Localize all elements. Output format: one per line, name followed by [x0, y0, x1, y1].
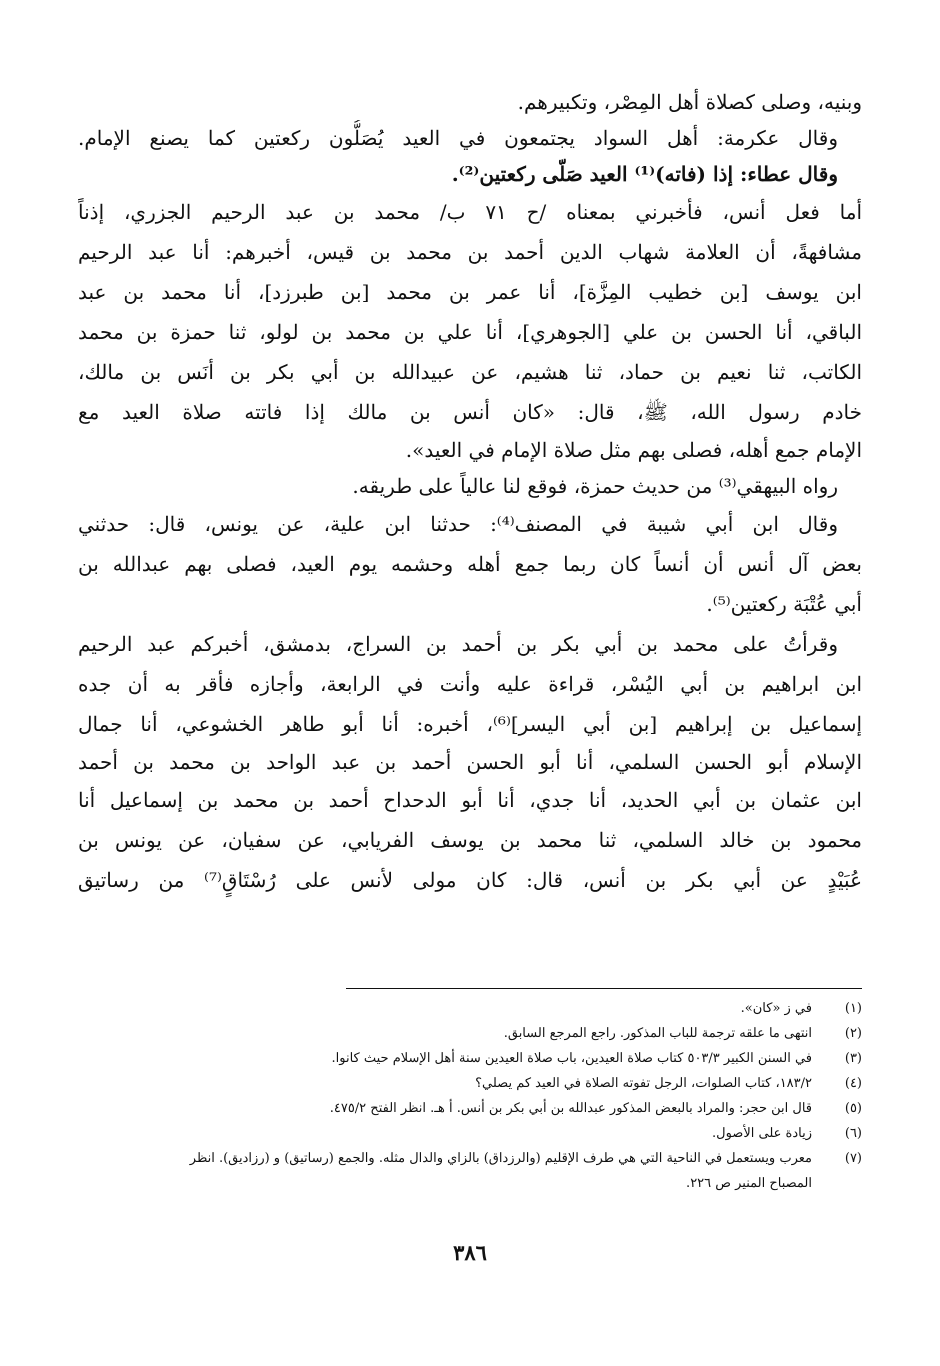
- text-line: ابن ابراهيم بن أبي اليُسْر، قراءة عليه وأنت في الرابعة، وأجازه فأقر به أن جده: [78, 672, 862, 696]
- text-line: الكاتب، ثنا نعيم بن حماد، ثنا هشيم، عن عبيدالله بن أبي بكر بن أنَس بن مالك،: [78, 360, 862, 384]
- text-line: الباقي، أنا الحسن بن علي [الجوهري]، أنا علي بن محمد بن لولو، ثنا حمزة بن محمد: [78, 320, 862, 344]
- footnote-number: (٤): [844, 1076, 862, 1091]
- text-line: وبنيه، وصلى كصلاة أهل المِصْر، وتكبيرهم.: [517, 90, 862, 114]
- text-line: أما فعل أنس، فأخبرني بمعناه /ح ٧١ ب/ محمد بن عبد الرحيم الجزري، إذناً: [78, 200, 862, 224]
- footnote: [150, 1021, 862, 1046]
- text-line: خادم رسول الله، ﷺ، قال: «كان أنس بن مالك إذا فاتته صلاة العيد مع: [78, 400, 862, 424]
- text-line: رواه البيهقي⁽³⁾ من حديث حمزة، فوقع لنا عالياً على طريقه.: [352, 474, 838, 498]
- text-line: ابن عثمان بن أبي الحديد، أنا جدي، أنا أبو الدحداح أحمد بن محمد بن إسماعيل أنا: [78, 788, 862, 812]
- footnote-number: (٦): [844, 1126, 862, 1141]
- text-line: إسماعيل بن إبراهيم [بن أبي اليسر]⁽⁶⁾، أخبره: أنا أبو طاهر الخشوعي، أنا جمال: [78, 712, 862, 736]
- text-line: ابن يوسف [بن خطيب المِزَّة]، أنا عمر بن محمد [بن طبرزد]، أنا محمد بن عبد: [78, 280, 862, 304]
- footnote-text: في السنن الكبير ٥٠٣/٣ كتاب صلاة العيدين، باب صلاة العيدين سنة أهل الإسلام حيث كانوا.: [331, 1051, 812, 1066]
- footnote-text: في ز «كان».: [740, 1001, 812, 1016]
- footnote: [150, 996, 862, 1021]
- footnote-number: (٧): [844, 1151, 862, 1166]
- footnotes: [150, 996, 862, 1196]
- text-line: مشافهةً، أن العلامة شهاب الدين أحمد بن محمد بن قيس، أخبرهم: أنا عبد الرحيم: [78, 240, 862, 264]
- text-line: وقال ابن أبي شيبة في المصنف⁽⁴⁾: حدثنا ابن علية، عن يونس، قال: حدثني: [78, 512, 838, 536]
- footnote-separator: [346, 988, 862, 989]
- footnote-number: (٥): [844, 1101, 862, 1116]
- main-text: [78, 84, 862, 900]
- page-number: ٣٨٦: [453, 1240, 487, 1265]
- footnote: [150, 1096, 862, 1121]
- footnote: [150, 1121, 862, 1146]
- footnote: [150, 1146, 862, 1196]
- footnote: [150, 1046, 862, 1071]
- text-line: الإمام جمع أهله، فصلى بهم مثل صلاة الإمام في العيد».: [405, 438, 862, 462]
- footnote: [150, 1071, 862, 1096]
- text-line: محمود بن خالد السلمي، ثنا محمد بن يوسف الفريابي، عن سفيان، عن يونس بن: [78, 828, 862, 852]
- text-line: بعض آل أنس أن أنساً كان ربما جمع أهله وحشمه يوم العيد، فصلى بهم عبدالله بن: [78, 552, 862, 576]
- footnote-number: (٣): [844, 1051, 862, 1066]
- text-line: عُبَيْدٍ عن أبي بكر بن أنس، قال: كان مولى لأنس على رُسْتَاقٍ⁽⁷⁾ من رساتيق: [78, 868, 862, 892]
- text-line: وقال عطاء: إذا (فاته)⁽¹⁾ العيد صَلّى ركعتين⁽²⁾.: [451, 162, 838, 186]
- footnote-text: زيادة على الأصول.: [712, 1126, 812, 1141]
- text-line: وقرأتُ على محمد بن أبي بكر بن أحمد بن السراج، بدمشق، أخبركم عبد الرحيم: [78, 632, 838, 656]
- footnote-text: ١٨٣/٢، كتاب الصلوات، الرجل تفوته الصلاة في العيد كم يصلي؟: [475, 1076, 812, 1091]
- footnote-text: قال ابن حجر: والمراد بالبعض المذكور عبدالله بن أبي بكر بن أنس. أ هـ. انظر الفتح ٤٧٥/٢.: [329, 1101, 812, 1116]
- footnote-number: (٢): [844, 1026, 862, 1041]
- text-line: أبي عُتْبَة ركعتين⁽⁵⁾.: [706, 592, 862, 616]
- footnote-text: معرب ويستعمل في الناحية التي هي طرف الإقليم (والرزداق) بالزاي والدال مثله. والجمع (رساتيق) و (رزاديق). انظر المصباح المنير ص ٢٢٦.: [189, 1151, 812, 1191]
- text-line: وقال عكرمة: أهل السواد يجتمعون في العيد يُصَلُّون ركعتين كما يصنع الإمام.: [78, 126, 838, 150]
- footnote-number: (١): [844, 1001, 862, 1016]
- footnote-text: انتهى ما علقه ترجمة للباب المذكور. راجع المرجع السابق.: [503, 1026, 812, 1041]
- text-line: الإسلام أبو الحسن السلمي، أنا أبو الحسن أحمد بن عبد الواحد بن محمد بن أحمد: [78, 750, 862, 774]
